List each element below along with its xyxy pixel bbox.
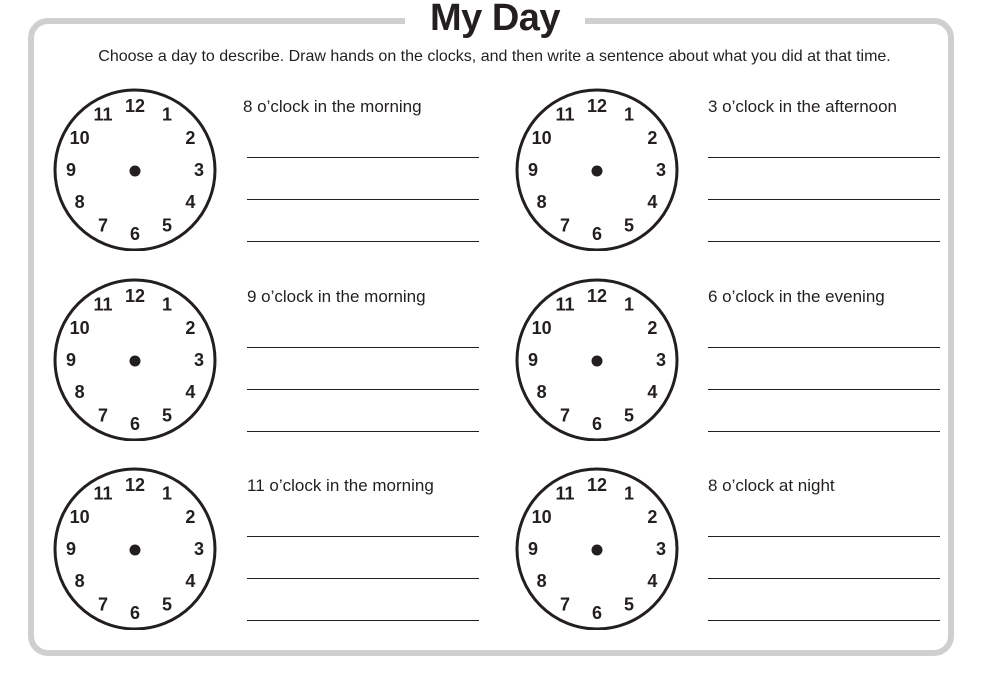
clock-number: 5 xyxy=(161,405,173,426)
writing-line[interactable] xyxy=(247,578,479,579)
clock-number: 12 xyxy=(586,96,608,116)
writing-line[interactable] xyxy=(708,536,940,537)
worksheet-row xyxy=(0,464,989,644)
clock-number: 11 xyxy=(555,294,575,315)
clock-number: 7 xyxy=(559,594,571,615)
time-prompt: 3 o’clock in the afternoon xyxy=(708,97,898,116)
clock-number: 2 xyxy=(647,128,658,148)
clock-number: 2 xyxy=(185,507,196,527)
writing-line[interactable] xyxy=(247,241,479,242)
clock-number: 12 xyxy=(124,286,146,306)
time-prompt: 9 o’clock in the morning xyxy=(247,287,426,306)
worksheet-row xyxy=(0,275,989,455)
time-prompt: 6 o’clock in the evening xyxy=(708,287,885,306)
clock-center-dot xyxy=(592,356,603,367)
time-prompt: 8 o’clock at night xyxy=(708,476,835,495)
clock-number: 4 xyxy=(647,571,658,591)
clock-center-dot xyxy=(130,356,141,367)
clock-face[interactable] xyxy=(514,275,680,441)
clock-center-dot xyxy=(592,545,603,556)
writing-line[interactable] xyxy=(247,389,479,390)
clock-number: 9 xyxy=(527,539,539,559)
writing-line[interactable] xyxy=(247,431,479,432)
clock-face[interactable] xyxy=(52,85,218,251)
page-title: My Day xyxy=(405,0,585,42)
clock-face[interactable] xyxy=(52,275,218,441)
writing-line[interactable] xyxy=(247,620,479,621)
clock-number: 11 xyxy=(93,294,113,315)
clock-number: 11 xyxy=(93,104,113,125)
clock-number: 5 xyxy=(623,405,635,426)
clock-face-icon[interactable] xyxy=(514,464,680,630)
clock-number: 6 xyxy=(129,224,141,244)
clock-number: 1 xyxy=(161,104,173,125)
clock-face[interactable] xyxy=(514,464,680,630)
clock-number: 6 xyxy=(591,603,603,623)
clock-number: 12 xyxy=(124,96,146,116)
clock-number: 5 xyxy=(623,594,635,615)
clock-face-icon[interactable] xyxy=(52,464,218,630)
writing-line[interactable] xyxy=(247,536,479,537)
clock-center-dot xyxy=(130,166,141,177)
clock-number: 3 xyxy=(655,350,667,370)
clock-face-icon[interactable] xyxy=(52,85,218,251)
clock-number: 8 xyxy=(74,382,85,402)
clock-number: 8 xyxy=(536,192,547,212)
clock-number: 10 xyxy=(531,318,552,338)
clock-number: 3 xyxy=(655,160,667,180)
clock-number: 8 xyxy=(74,571,85,591)
clock-number: 11 xyxy=(555,483,575,504)
writing-line[interactable] xyxy=(708,199,940,200)
clock-number: 9 xyxy=(527,160,539,180)
clock-number: 9 xyxy=(65,539,77,559)
clock-face[interactable] xyxy=(52,464,218,630)
clock-number: 7 xyxy=(559,405,571,426)
clock-number: 7 xyxy=(97,405,109,426)
clock-number: 9 xyxy=(65,160,77,180)
clock-number: 9 xyxy=(65,350,77,370)
clock-number: 10 xyxy=(69,507,90,527)
clock-number: 8 xyxy=(536,382,547,402)
clock-number: 3 xyxy=(193,539,205,559)
clock-number: 11 xyxy=(93,483,113,504)
clock-number: 3 xyxy=(655,539,667,559)
clock-number: 1 xyxy=(623,104,635,125)
clock-number: 2 xyxy=(647,507,658,527)
clock-number: 10 xyxy=(69,318,90,338)
clock-number: 11 xyxy=(555,104,575,125)
clock-number: 9 xyxy=(527,350,539,370)
clock-number: 1 xyxy=(161,294,173,315)
clock-number: 1 xyxy=(623,483,635,504)
clock-number: 2 xyxy=(647,318,658,338)
writing-line[interactable] xyxy=(708,389,940,390)
clock-number: 8 xyxy=(536,571,547,591)
clock-face[interactable] xyxy=(514,85,680,251)
writing-line[interactable] xyxy=(708,347,940,348)
clock-face-icon[interactable] xyxy=(514,275,680,441)
clock-number: 4 xyxy=(647,382,658,402)
clock-number: 4 xyxy=(647,192,658,212)
clock-number: 7 xyxy=(559,215,571,236)
clock-number: 1 xyxy=(161,483,173,504)
clock-number: 12 xyxy=(586,475,608,495)
writing-line[interactable] xyxy=(708,578,940,579)
time-prompt: 8 o’clock in the morning xyxy=(243,97,422,116)
writing-line[interactable] xyxy=(247,347,479,348)
time-prompt: 11 o’clock in the morning xyxy=(247,476,434,495)
clock-number: 5 xyxy=(161,594,173,615)
clock-number: 1 xyxy=(623,294,635,315)
worksheet-row xyxy=(0,85,989,265)
clock-center-dot xyxy=(592,166,603,177)
clock-number: 3 xyxy=(193,160,205,180)
clock-number: 6 xyxy=(591,224,603,244)
clock-number: 12 xyxy=(586,286,608,306)
clock-number: 4 xyxy=(185,382,196,402)
clock-number: 6 xyxy=(129,414,141,434)
clock-number: 7 xyxy=(97,215,109,236)
clock-number: 6 xyxy=(129,603,141,623)
writing-line[interactable] xyxy=(708,157,940,158)
clock-number: 10 xyxy=(531,507,552,527)
clock-number: 6 xyxy=(591,414,603,434)
clock-number: 7 xyxy=(97,594,109,615)
clock-number: 12 xyxy=(124,475,146,495)
writing-line[interactable] xyxy=(708,431,940,432)
writing-line[interactable] xyxy=(708,620,940,621)
clock-number: 5 xyxy=(623,215,635,236)
clock-number: 5 xyxy=(161,215,173,236)
clock-number: 4 xyxy=(185,192,196,212)
clock-number: 2 xyxy=(185,318,196,338)
clock-number: 3 xyxy=(193,350,205,370)
writing-line[interactable] xyxy=(247,199,479,200)
writing-line[interactable] xyxy=(247,157,479,158)
clock-center-dot xyxy=(130,545,141,556)
clock-face-icon[interactable] xyxy=(52,275,218,441)
clock-face-icon[interactable] xyxy=(514,85,680,251)
clock-number: 10 xyxy=(69,128,90,148)
clock-number: 8 xyxy=(74,192,85,212)
clock-number: 2 xyxy=(185,128,196,148)
instructions: Choose a day to describe. Draw hands on the clocks, and then write a sentence about what you did at that time. xyxy=(98,48,891,65)
clock-number: 10 xyxy=(531,128,552,148)
clock-number: 4 xyxy=(185,571,196,591)
writing-line[interactable] xyxy=(708,241,940,242)
